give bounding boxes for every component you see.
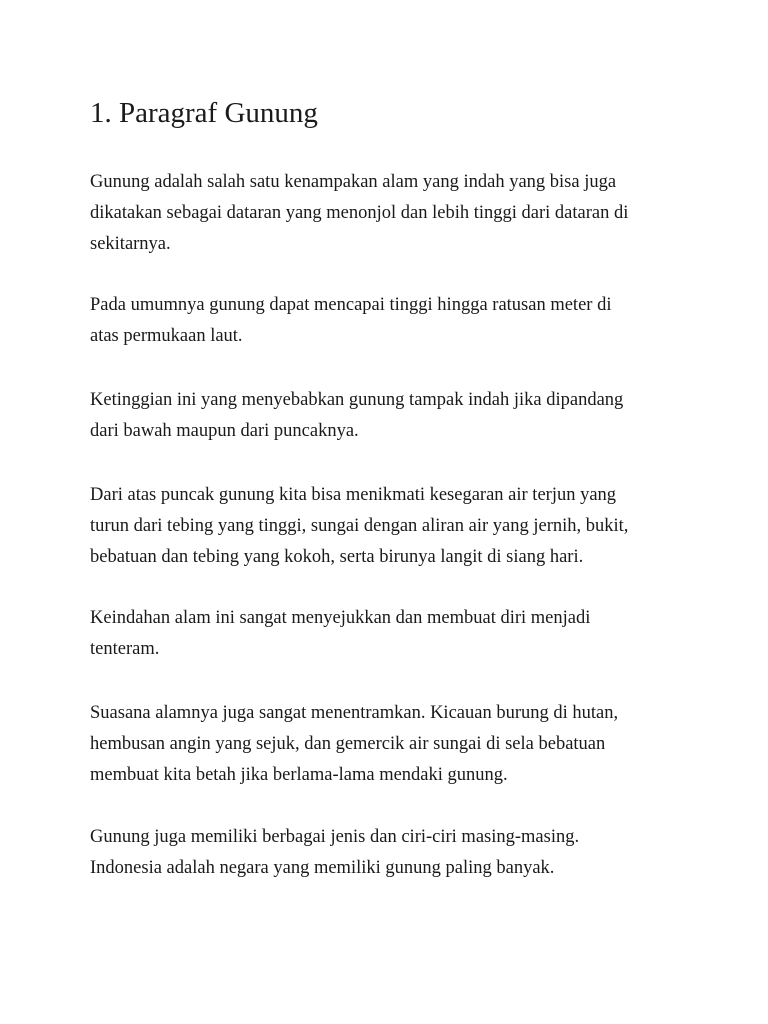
paragraph-2 [90,290,680,352]
paragraph-5 [90,603,680,665]
paragraph-line: Dari atas puncak gunung kita bisa menikmati kesegaran air terjun yang [90,485,617,505]
paragraph-line: dikatakan sebagai dataran yang menonjol dan lebih tinggi dari dataran di [90,203,629,223]
paragraph-line: membuat kita betah jika berlama-lama mendaki gunung. [90,765,508,785]
paragraph-line: Gunung adalah salah satu kenampakan alam yang indah yang bisa juga [90,172,617,192]
paragraph-line: Keindahan alam ini sangat menyejukkan dan membuat diri menjadi [90,608,591,628]
paragraph-line: Gunung juga memiliki berbagai jenis dan ciri-ciri masing-masing. [90,827,580,847]
paragraph-line: Ketinggian ini yang menyebabkan gunung tampak indah jika dipandang [90,390,624,410]
paragraph-line: atas permukaan laut. [90,326,243,346]
paragraph-3 [90,385,680,447]
paragraph-line: dari bawah maupun dari puncaknya. [90,421,359,441]
paragraph-line: bebatuan dan tebing yang kokoh, serta birunya langit di siang hari. [90,547,584,567]
page-title: 1. Paragraf Gunung [90,97,318,129]
paragraph-line: turun dari tebing yang tinggi, sungai dengan aliran air yang jernih, bukit, [90,516,629,536]
paragraph-line: Indonesia adalah negara yang memiliki gunung paling banyak. [90,858,555,878]
paragraph-line: sekitarnya. [90,234,171,254]
paragraph-line: tenteram. [90,639,160,659]
paragraph-1 [90,167,680,260]
paragraph-line: Pada umumnya gunung dapat mencapai tinggi hingga ratusan meter di [90,295,612,315]
paragraph-6 [90,698,680,791]
paragraph-line: hembusan angin yang sejuk, dan gemercik air sungai di sela bebatuan [90,734,606,754]
paragraph-line: Suasana alamnya juga sangat menentramkan. Kicauan burung di hutan, [90,703,619,723]
paragraph-4 [90,480,680,573]
paragraph-7 [90,822,680,884]
